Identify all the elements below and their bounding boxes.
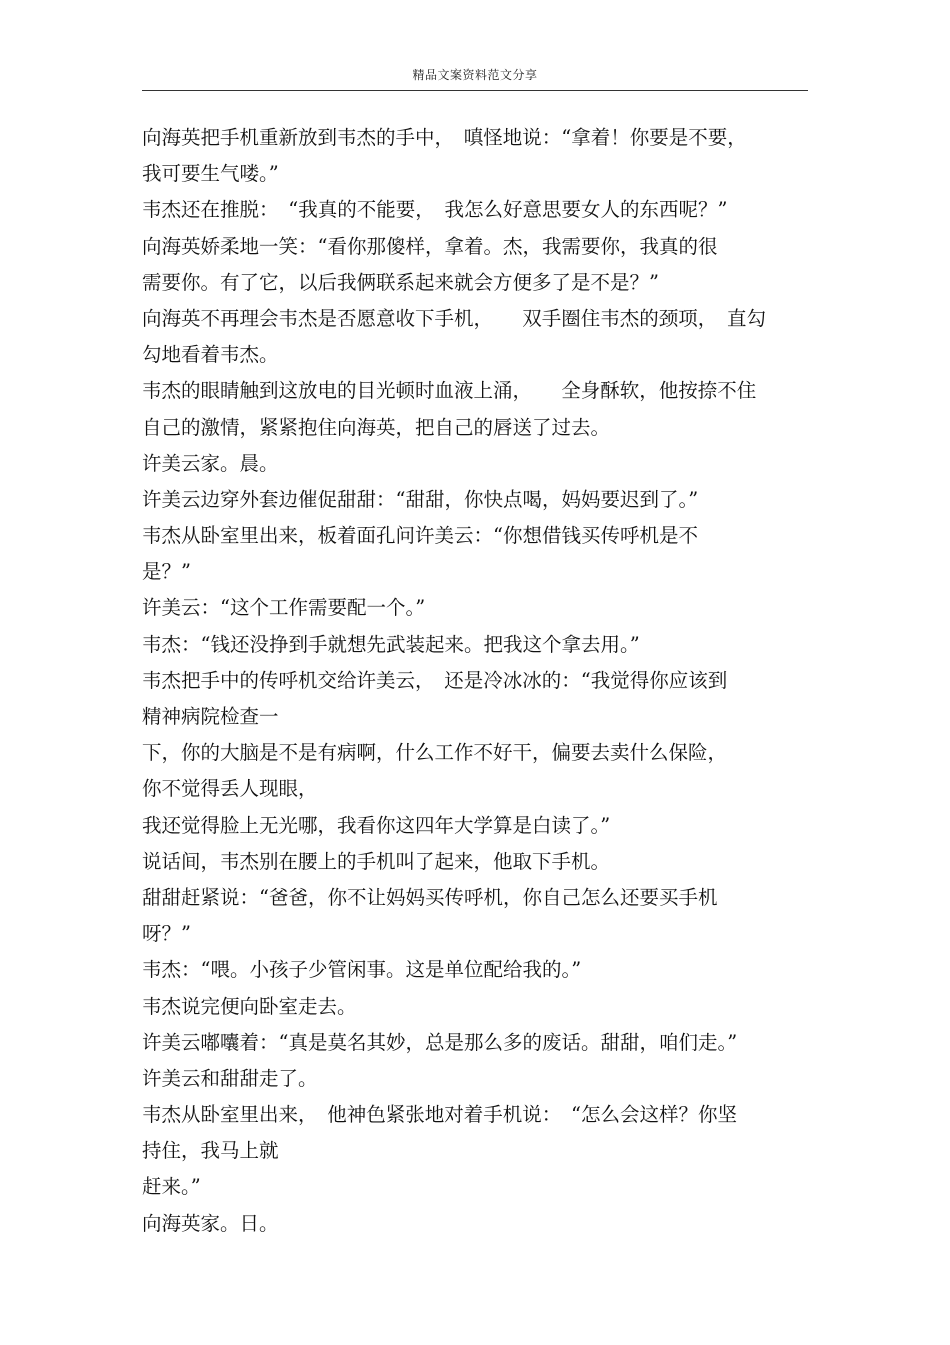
text-line: 韦杰从卧室里出来， 他神色紧张地对着手机说： “怎么会这样？你坚 [142,1103,737,1127]
header-divider [142,90,808,91]
text-line: 韦杰的眼睛触到这放电的目光顿时血液上涌， 全身酥软，他按捺不住 [142,379,757,403]
text-line: 呀？” [142,922,191,946]
text-line: 韦杰说完便向卧室走去。 [142,994,357,1018]
text-line: 说话间，韦杰别在腰上的手机叫了起来，他取下手机。 [142,849,611,873]
document-body [142,120,812,1242]
text-line: 向海英娇柔地一笑：“看你那傻样，拿着。杰，我需要你，我真的很 [142,234,718,258]
text-line: 许美云家。晨。 [142,451,279,475]
text-line: 韦杰：“喂。小孩子少管闲事。这是单位配给我的。” [142,958,582,982]
text-line: 是？” [142,560,191,584]
text-line: 需要你。有了它，以后我俩联系起来就会方便多了是不是？” [142,270,659,294]
text-line: 韦杰：“钱还没挣到手就想先武装起来。把我这个拿去用。” [142,632,640,656]
text-line: 勾地看着韦杰。 [142,343,279,367]
text-line: 向海英家。日。 [142,1211,279,1235]
text-line: 下，你的大脑是不是有病啊，什么工作不好干，偏要去卖什么保险， [142,741,728,765]
text-line: 许美云边穿外套边催促甜甜：“甜甜，你快点喝，妈妈要迟到了。” [142,487,699,511]
text-line: 许美云嘟囔着：“真是莫名其妙，总是那么多的废话。甜甜，咱们走。” [142,1030,738,1054]
text-line: 自己的激情，紧紧抱住向海英，把自己的唇送了过去。 [142,415,611,439]
text-line: 韦杰把手中的传呼机交给许美云， 还是冷冰冰的：“我觉得你应该到 [142,668,728,692]
text-line: 持住，我马上就 [142,1139,279,1163]
text-line: 你不觉得丢人现眼， [142,777,318,801]
text-line: 向海英把手机重新放到韦杰的手中， 嗔怪地说：“拿着！你要是不要， [142,126,747,149]
text-line: 许美云：“这个工作需要配一个。” [142,596,426,620]
page-header-title: 精品文案资料范文分享 [412,68,538,82]
text-line: 赶来。” [142,1175,201,1199]
text-line: 我还觉得脸上无光哪，我看你这四年大学算是白读了。” [142,813,611,837]
text-line: 向海英不再理会韦杰是否愿意收下手机， 双手圈住韦杰的颈项， 直勾 [142,306,767,330]
text-line: 许美云和甜甜走了。 [142,1066,318,1090]
text-line: 韦杰从卧室里出来，板着面孔问许美云：“你想借钱买传呼机是不 [142,524,698,548]
text-line: 甜甜赶紧说：“爸爸，你不让妈妈买传呼机，你自己怎么还要买手机 [142,885,718,909]
text-line: 精神病院检查一 [142,705,279,728]
text-line: 韦杰还在推脱： “我真的不能要， 我怎么好意思要女人的东西呢？” [142,198,728,222]
text-line: 我可要生气喽。” [142,162,279,186]
